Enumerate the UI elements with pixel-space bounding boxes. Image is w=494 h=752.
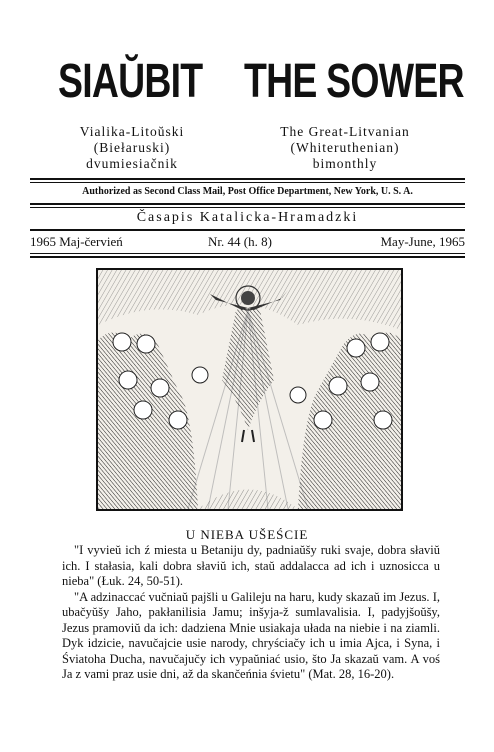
authorized-line: Authorized as Second Class Mail, Post Office Department, New York, U. S. A. bbox=[82, 186, 413, 197]
masthead-title-left: SIAŬBIT bbox=[58, 55, 203, 108]
rule bbox=[30, 182, 465, 183]
subtitle-right-line: bimonthly bbox=[312, 156, 378, 171]
ascension-engraving-icon bbox=[98, 270, 401, 509]
subtitle-left bbox=[62, 124, 202, 172]
rule bbox=[30, 229, 465, 231]
rule bbox=[30, 207, 465, 208]
subtitle-left-line: dvumiesiačnik bbox=[86, 156, 178, 171]
article-body bbox=[62, 543, 440, 683]
periodical-subtitle: Časapis Katalicka-Hramadzki bbox=[136, 210, 359, 225]
rule bbox=[30, 178, 465, 180]
article-paragraph: "I vyvieŭ ich ź miesta u Betaniju dy, padniaŭšy ruki svaje, dobra słaviŭ ich. I stałasia, kali dobra słaviŭ ich, staŭ addalacca ad ich i uznosicca u nieba" (Łuk. 24, 50-51). bbox=[62, 543, 440, 588]
subtitle-right-line: The Great-Litvanian bbox=[280, 124, 410, 139]
subtitle-right bbox=[260, 124, 430, 172]
rule bbox=[30, 203, 465, 205]
ascension-illustration bbox=[96, 268, 403, 511]
issue-number: Nr. 44 (h. 8) bbox=[208, 234, 272, 249]
masthead bbox=[0, 54, 494, 116]
article-heading: U NIEBA UŠEŚCIE bbox=[185, 527, 309, 542]
issue-date-english: May-June, 1965 bbox=[380, 234, 465, 249]
article-paragraph: "A adzinaccać vučniaŭ pajšli u Galileju na haru, kudy skazaŭ im Jezus. I, ubačyŭšy Jaho, pakłanilisia Jamu; inšyja-ž sumlavalisia. I, padyjšoŭšy, Jezus pramoviŭ da ich: dadziena Mnie usiakaja ułada na niebie i na ziamli. Dyk idzicie, navučajcie usie narody, chryściačy ich u imia Ajca, i Syna, i Śviatoha Ducha, navučajučy ich vypaŭniać usio, što Ja skazaŭ vam. A voś Ja z vami praz usie dni, až da skančeńnia śvietu" (Mat. 28, 16-20). bbox=[62, 589, 440, 681]
rule bbox=[30, 256, 465, 258]
subtitle-right-line: (Whiteruthenian) bbox=[290, 140, 400, 155]
rule bbox=[30, 253, 465, 254]
masthead-title-right: THE SOWER bbox=[244, 55, 464, 108]
issue-date-local: 1965 Maj-červień bbox=[30, 234, 123, 249]
subtitle-left-line: (Biełaruski) bbox=[93, 140, 171, 155]
subtitle-left-line: Vialika-Litoŭski bbox=[79, 124, 185, 139]
